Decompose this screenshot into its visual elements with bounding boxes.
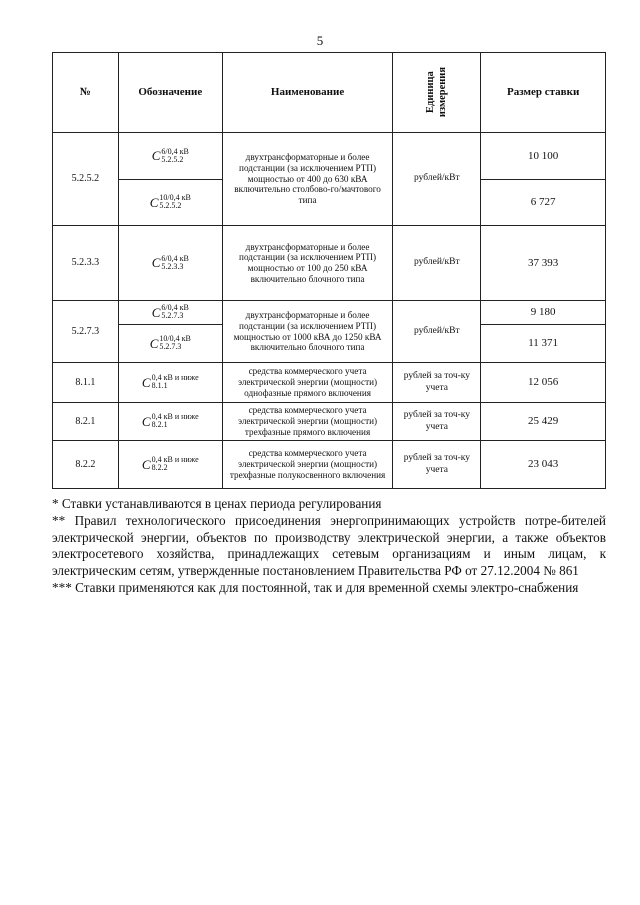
header-unit-line1: Единица xyxy=(424,71,436,114)
row-rate: 12 056 xyxy=(481,363,606,403)
rate-symbol: C 10/0,4 кВ 5.2.7.3 xyxy=(149,334,191,352)
row-designation xyxy=(118,301,222,325)
row-unit: рублей/кВт xyxy=(393,301,481,363)
row-designation xyxy=(118,403,222,441)
row-designation xyxy=(118,363,222,403)
table-header-row xyxy=(53,53,606,133)
row-name: двухтрансформаторные и более подстанции (за исключением РТП) мощностью от 1000 кВА до 1250 кВА включительно блочного типа xyxy=(222,301,393,363)
rate-symbol: C 10/0,4 кВ 5.2.5.2 xyxy=(149,193,191,211)
table-row xyxy=(53,441,606,489)
table-row xyxy=(53,403,606,441)
rate-symbol: C 0,4 кВ и ниже 8.2.2 xyxy=(141,455,199,473)
header-unit-line2: измерения xyxy=(436,67,448,118)
row-designation xyxy=(118,180,222,226)
row-unit: рублей за точ-ку учета xyxy=(393,441,481,489)
footnote-1: * Ставки устанавливаются в ценах периода регулирования xyxy=(52,496,382,511)
table-row xyxy=(53,363,606,403)
row-num: 8.2.1 xyxy=(53,403,119,441)
row-unit: рублей за точ-ку учета xyxy=(393,363,481,403)
header-rate: Размер ставки xyxy=(481,53,606,133)
row-name: средства коммерческого учета электрической энергии (мощности) трехфазные полукосвенного включения xyxy=(222,441,393,489)
header-num: № xyxy=(53,53,119,133)
row-designation xyxy=(118,133,222,180)
row-designation xyxy=(118,226,222,301)
footnote-2: ** Правил технологического присоединения энергопринимающих устройств потре-бителей электрической энергии, объектов по производству электрической энергии, а также объектов электросетевого хозяйства, принадлежащих сетевым организациям и иным лицам, к электрическим сетям, утвержденные постановлением Правительства РФ от 27.12.2004 № 861 xyxy=(52,512,606,579)
row-unit: рублей/кВт xyxy=(393,133,481,226)
table-row xyxy=(53,133,606,180)
row-num: 5.2.3.3 xyxy=(53,226,119,301)
header-designation: Обозначение xyxy=(118,53,222,133)
header-unit-rotated xyxy=(425,67,449,117)
row-name: средства коммерческого учета электрической энергии (мощности) однофазные прямого включения xyxy=(222,363,393,403)
row-designation xyxy=(118,441,222,489)
table-row xyxy=(53,226,606,301)
row-rate: 11 371 xyxy=(481,325,606,363)
rate-symbol: C 6/0,4 кВ 5.2.7.3 xyxy=(151,303,189,321)
rate-symbol: C 0,4 кВ и ниже 8.1.1 xyxy=(141,373,199,391)
rate-symbol: C 6/0,4 кВ 5.2.5.2 xyxy=(151,146,189,164)
row-rate: 9 180 xyxy=(481,301,606,325)
rate-symbol: C 6/0,4 кВ 5.2.3.3 xyxy=(151,253,189,271)
row-name: двухтрансформаторные и более подстанции (за исключением РТП) мощностью от 100 до 250 кВА включительно блочного типа xyxy=(222,226,393,301)
page-number: 5 xyxy=(316,33,324,48)
table-row xyxy=(53,301,606,325)
rates-table xyxy=(52,52,606,489)
row-rate: 10 100 xyxy=(481,133,606,180)
row-unit: рублей за точ-ку учета xyxy=(393,403,481,441)
row-num: 5.2.7.3 xyxy=(53,301,119,363)
row-name: средства коммерческого учета электрической энергии (мощности) трехфазные прямого включения xyxy=(222,403,393,441)
row-rate: 23 043 xyxy=(481,441,606,489)
row-num: 8.2.2 xyxy=(53,441,119,489)
row-unit: рублей/кВт xyxy=(393,226,481,301)
header-name: Наименование xyxy=(222,53,393,133)
row-rate: 25 429 xyxy=(481,403,606,441)
row-rate: 6 727 xyxy=(481,180,606,226)
row-num: 5.2.5.2 xyxy=(53,133,119,226)
footnote-3: *** Ставки применяются как для постоянной, так и для временной схемы электро-снабжения xyxy=(52,579,579,595)
header-unit xyxy=(393,53,481,133)
rate-symbol: C 0,4 кВ и ниже 8.2.1 xyxy=(141,412,199,430)
row-num: 8.1.1 xyxy=(53,363,119,403)
row-designation xyxy=(118,325,222,363)
footnotes xyxy=(52,496,606,597)
row-rate: 37 393 xyxy=(481,226,606,301)
row-name: двухтрансформаторные и более подстанции (за исключением РТП) мощностью от 400 до 630 кВА включительно столбово-го/мачтового типа xyxy=(222,133,393,226)
